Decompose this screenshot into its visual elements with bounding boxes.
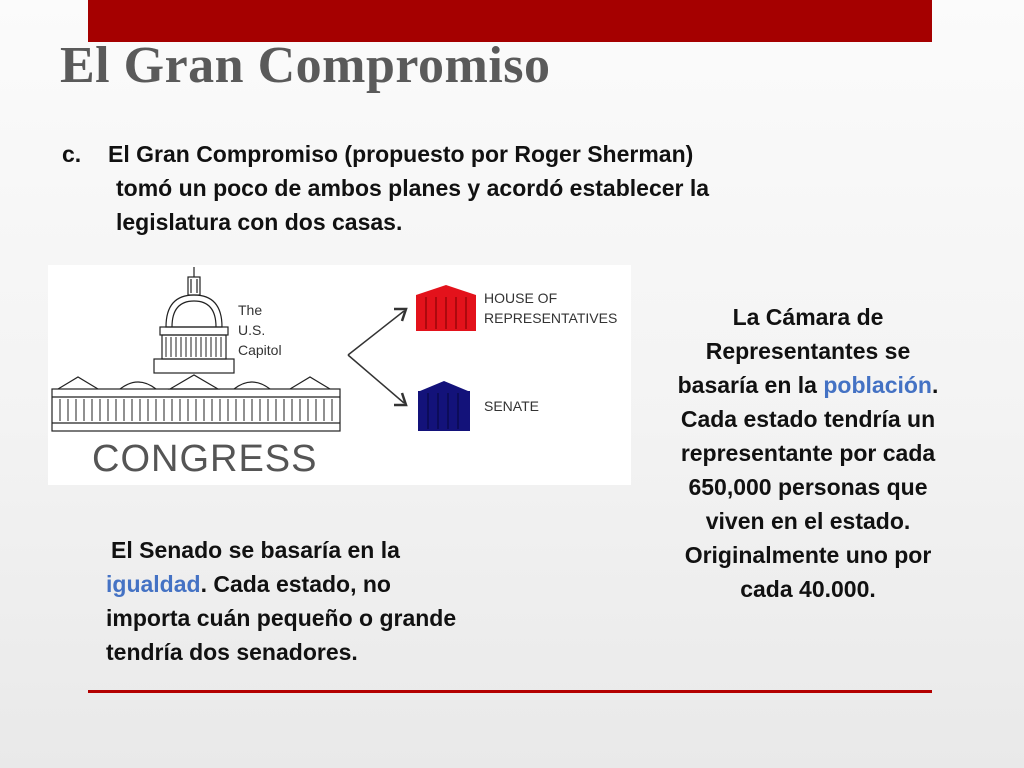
house-desc-line-3 [628,368,988,402]
bottom-divider [88,690,932,693]
house-desc-line-1: La Cámara de [732,304,884,330]
capitol-label-line-3: Capitol [238,342,282,358]
senate-building-icon [418,381,470,431]
main-point-text-1: El Gran Compromiso (propuesto por Roger Sherman) [108,141,694,167]
congress-diagram [48,265,631,485]
senate-desc-line-2-post: . Cada estado, no [200,571,391,597]
house-label-line-1: HOUSE OF [484,290,558,306]
house-desc-line-3-post: . [931,372,939,398]
branch-arrows-icon [348,309,406,405]
main-point-line-2: tomó un poco de ambos planes y acordó establecer la [116,175,710,201]
house-desc-line-9: cada 40.000. [740,576,876,602]
main-point-line-3: legislatura con dos casas. [116,209,403,235]
senate-desc-line-3: importa cuán pequeño o grande [106,605,457,631]
house-desc-line-7: viven en el estado. [705,508,911,534]
capitol-label-line-1: The [238,302,263,318]
senate-label: SENATE [484,398,539,414]
point-letter: c. [62,141,82,167]
house-desc-line-2: Representantes se [705,338,911,364]
capitol-building-icon [52,267,340,431]
house-label-line-2: REPRESENTATIVES [484,310,618,326]
house-desc-line-4: Cada estado tendría un [680,406,936,432]
congress-label: CONGRESS [92,438,318,480]
house-desc-line-5: representante por cada [680,440,936,466]
poblacion-highlight: población [823,372,932,398]
main-point-line-1 [62,137,862,171]
congress-diagram-svg [48,265,631,485]
house-desc-line-3-pre: basaría en la [677,372,824,398]
house-description [628,300,988,606]
house-desc-line-8: Originalmente uno por [684,542,932,568]
slide-title: El Gran Compromiso [60,37,551,94]
senate-description [106,533,576,669]
house-desc-line-6: 650,000 personas que [688,474,928,500]
house-building-icon [416,285,476,331]
senate-desc-line-4: tendría dos senadores. [106,639,358,665]
main-point [62,137,862,239]
igualdad-highlight: igualdad [106,571,201,597]
capitol-label-line-2: U.S. [238,322,266,338]
senate-desc-line-2 [106,567,576,601]
senate-desc-line-1: El Senado se basaría en la [111,537,400,563]
